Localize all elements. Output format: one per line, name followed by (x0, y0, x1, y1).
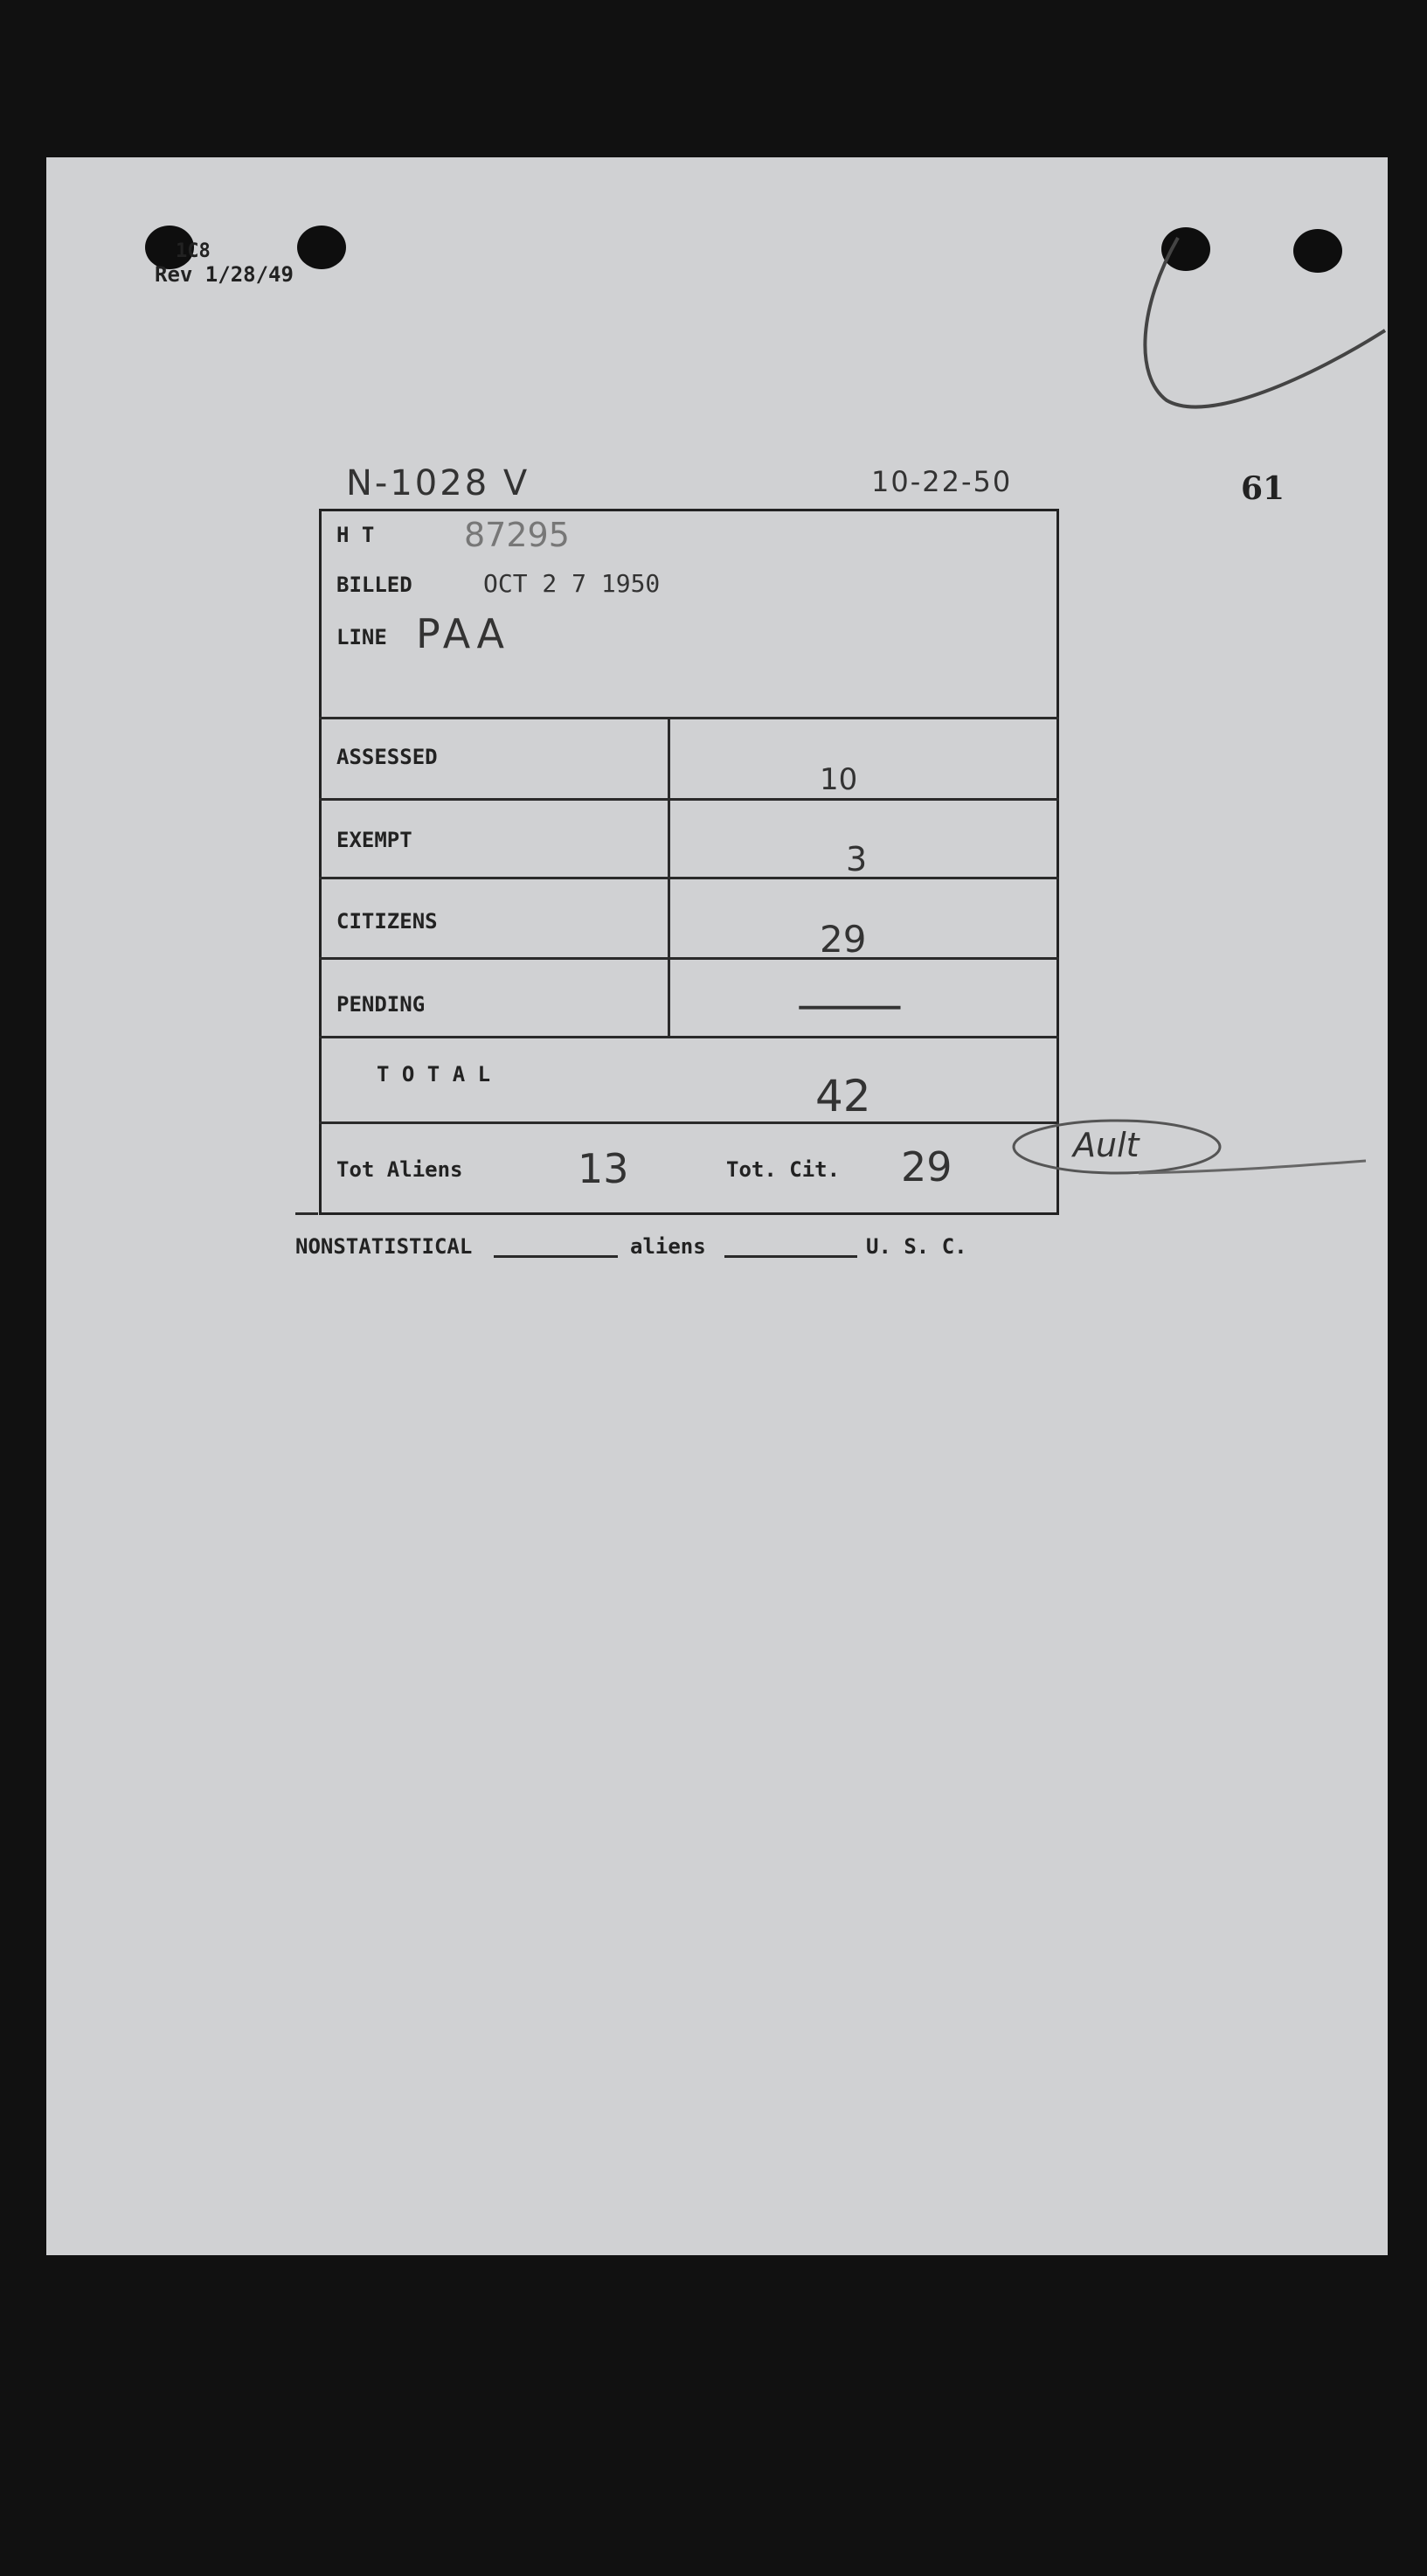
row-value-assessed: 10 (820, 762, 858, 797)
reference-number: N-1028 V (346, 463, 530, 503)
ht-value: 87295 (464, 516, 570, 554)
row-label-assessed: ASSESSED (336, 745, 438, 769)
form-revision: Rev 1/28/49 (155, 262, 294, 287)
usc-label: U. S. C. (866, 1234, 967, 1259)
form-number: 1C8 (176, 240, 211, 262)
table-rule (319, 1121, 1059, 1124)
tot-aliens-label: Tot Aliens (336, 1157, 463, 1182)
table-rule (319, 1036, 1059, 1038)
tot-aliens-value: 13 (578, 1145, 629, 1192)
document-page (46, 157, 1388, 2255)
tot-cit-value: 29 (901, 1143, 952, 1191)
page-number: 61 (1241, 470, 1285, 507)
ht-label: H T (336, 523, 375, 547)
billed-stamp: OCT 2 7 1950 (483, 569, 661, 598)
aliens-blank (724, 1255, 857, 1258)
billed-label: BILLED (336, 573, 412, 597)
nonstatistical-blank (494, 1255, 618, 1258)
row-value-pending: — (793, 976, 906, 1033)
initials-signature: Ault (1073, 1126, 1140, 1164)
total-value: 42 (815, 1071, 871, 1121)
column-divider (668, 717, 670, 1037)
table-rule (295, 1212, 318, 1215)
total-label: T O T A L (377, 1062, 491, 1087)
table-rule (319, 877, 1059, 879)
row-label-pending: PENDING (336, 992, 426, 1017)
header-date: 10-22-50 (871, 465, 1013, 498)
aliens-label: aliens (630, 1234, 706, 1259)
table-rule (319, 957, 1059, 960)
line-label: LINE (336, 625, 387, 649)
table-rule (319, 717, 1059, 719)
punch-hole-icon (297, 226, 346, 269)
nonstatistical-label: NONSTATISTICAL (295, 1234, 473, 1259)
row-label-citizens: CITIZENS (336, 909, 438, 934)
row-value-citizens: 29 (820, 918, 867, 961)
tot-cit-label: Tot. Cit. (726, 1157, 841, 1182)
pen-stroke-icon (1086, 227, 1388, 437)
row-value-exempt: 3 (846, 840, 868, 878)
table-rule (319, 798, 1059, 801)
row-label-exempt: EXEMPT (336, 828, 412, 852)
initials-oval-icon (1008, 1110, 1375, 1206)
line-value: PAA (416, 610, 510, 657)
